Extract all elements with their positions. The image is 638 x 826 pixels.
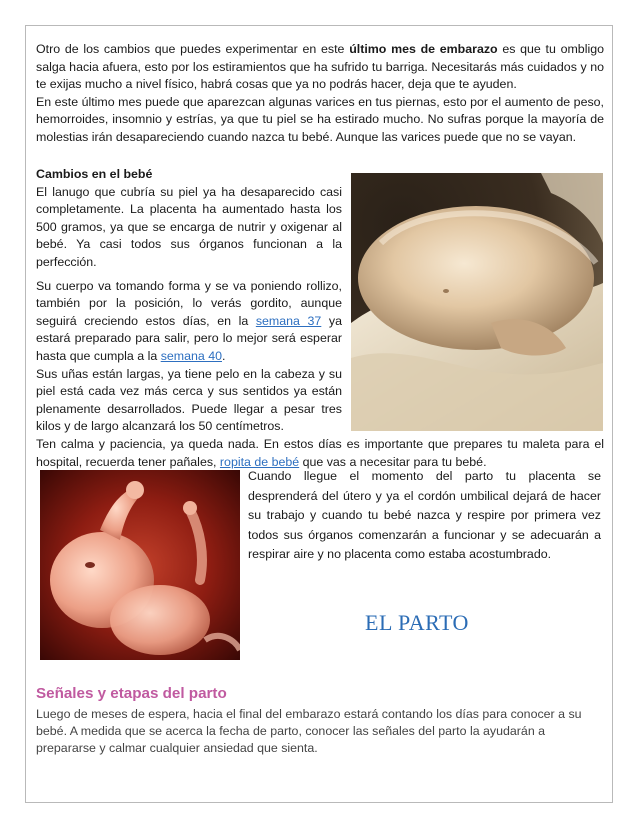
baby-changes-block (36, 166, 342, 436)
baby-changes-paragraph-1: El lanugo que cubría su piel ya ha desaparecido casi completamente. La placenta ha aumentado hasta los 500 gramos, ya que se encarga de nutrir y oxigenar al bebé. Ya casi todos sus órganos funcionan a la perfección. (36, 184, 342, 269)
intro-block (36, 41, 604, 147)
section-paragraph: Luego de meses de espera, hacia el final del embarazo estará contando los días para conocer a su bebé. A medida que se acerca la fecha de parto, conocer las señales del parto la ayudarán a prepararse y calmar cualquier ansiedad que sienta. (36, 707, 582, 756)
intro-paragraph-2: En este último mes puede que aparezcan algunas varices en tus piernas, esto por el aumento de peso, hemorroides, insomnio y estrías, ya que tu piel se ha estirado mucho. No sufras porque la mayoría de molestias irán desapareciendo cuando nazca tu bebé. Aunque las varices puede que no se vayan. (36, 94, 604, 144)
baby-changes-paragraph-2: Su cuerpo va tomando forma y se va poniendo rollizo, también por la posición, lo verás gordito, aunque seguirá creciendo estos días, en la semana 37 ya estará preparado para salir, pero lo mejor será esperar hasta que cumpla a la semana 40. (36, 278, 342, 363)
fetus-photo (40, 470, 240, 660)
baby-changes-paragraph-3: Sus uñas están largas, ya tiene pelo en la cabeza y su piel está cada vez más cerca y sus sentidos ya están plenamente desarrollados. Puede llegar a pesar tres kilos y de largo alcanzará los 50 centímetros. (36, 366, 342, 434)
placenta-block (248, 467, 601, 565)
intro-paragraph-1: Otro de los cambios que puedes experimentar en este último mes de embarazo es que tu ombligo salga hacia afuera, esto por los estiramientos que ha sufrido tu barriga. Necesitarás más cuidados y no te exijas mucho a nivel físico, habrá cosas que ya no podrás hacer, deja que te ayuden. (36, 42, 604, 92)
page-title: EL PARTO (365, 610, 469, 635)
section-heading: Señales y etapas del parto (36, 685, 227, 702)
link-semana-40[interactable]: semana 40 (160, 348, 222, 363)
pregnant-belly-illustration (351, 173, 603, 431)
link-semana-37[interactable]: semana 37 (255, 313, 322, 328)
calm-block (36, 436, 604, 471)
intro-emphasis: último mes de embarazo (349, 42, 498, 56)
link-ropita-de-bebe[interactable]: ropita de bebé (219, 454, 300, 469)
fetus-illustration (40, 470, 240, 660)
baby-changes-heading: Cambios en el bebé (36, 167, 153, 181)
pregnant-belly-photo (351, 173, 603, 431)
placenta-paragraph: Cuando llegue el momento del parto tu placenta se desprenderá del útero y ya el cordón umbilical dejará de hacer su trabajo y cuando tu bebé nazca y respire por primera vez todos sus órganos comenzarán a funcionar y se adecuarán a respirar aire y no placenta como estaba acostumbrado. (248, 469, 601, 561)
calm-paragraph: Ten calma y paciencia, ya queda nada. En estos días es importante que prepares tu maleta para el hospital, recuerda tener pañales, ropita de bebé que vas a necesitar para tu bebé. (36, 437, 604, 469)
